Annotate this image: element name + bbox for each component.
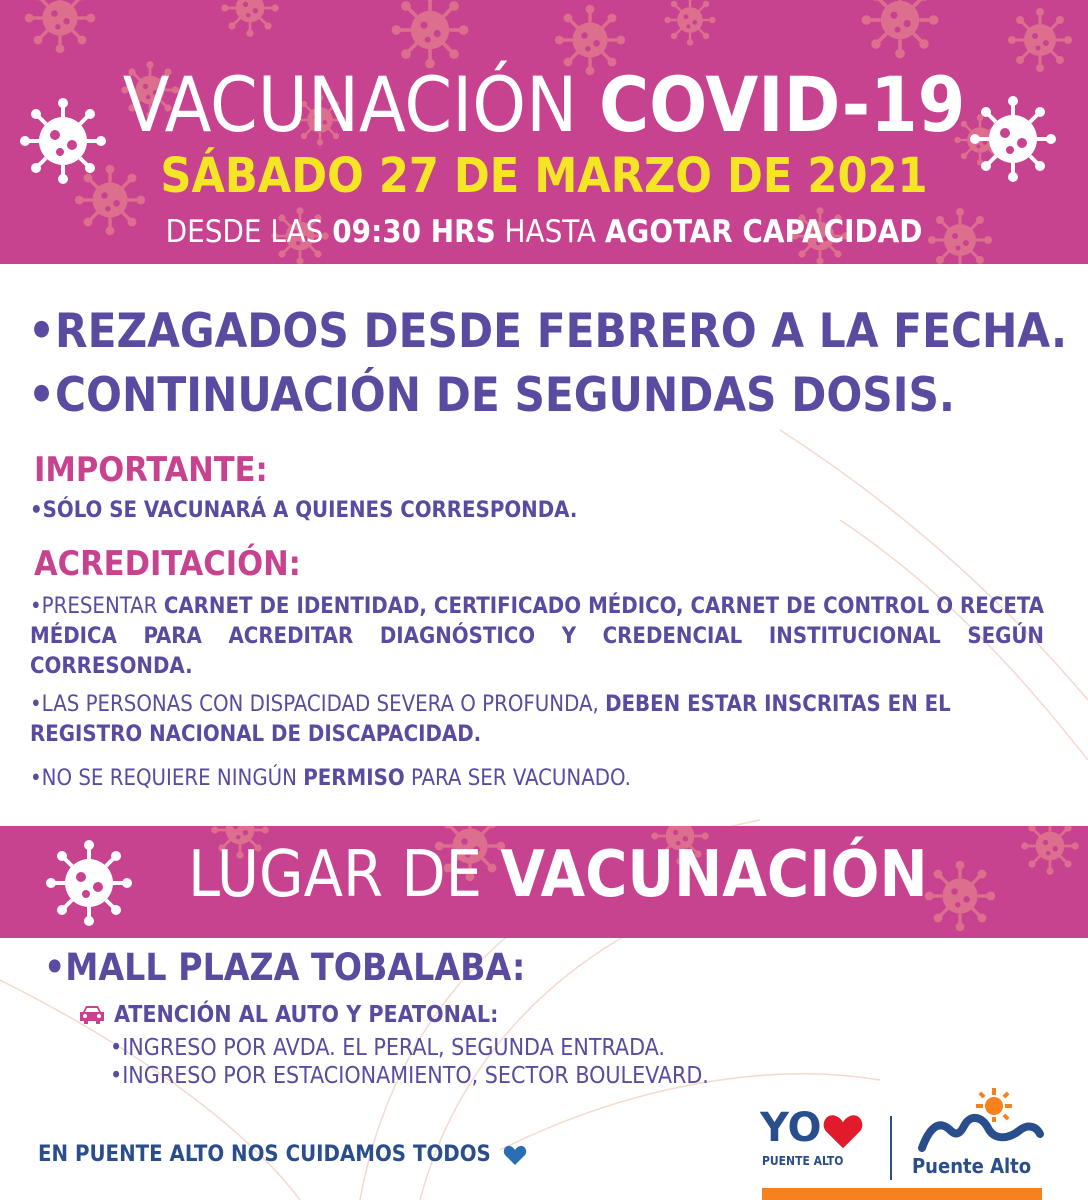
main-bullet-segundas-dosis: •CONTINUACIÓN DE SEGUNDAS DOSIS.	[28, 368, 955, 423]
title-part2: COVID-19	[598, 60, 966, 149]
yo-logo-subtitle: PUENTE ALTO	[762, 1154, 844, 1168]
slogan-text: EN PUENTE ALTO NOS CUIDAMOS TODOS	[38, 1142, 491, 1167]
item3-prefix: •NO SE REQUIERE NINGÚN	[30, 766, 297, 791]
item1-prefix: •PRESENTAR	[30, 594, 158, 619]
car-icon	[78, 1004, 106, 1026]
footer-logos	[756, 1086, 1056, 1186]
mountain-wave-icon	[922, 1118, 1040, 1148]
puente-alto-emblem	[916, 1086, 1046, 1156]
heart-icon	[822, 1112, 864, 1150]
page-title	[0, 62, 1088, 148]
time-value: 09:30 HRS	[332, 214, 496, 250]
acreditacion-item-documents	[30, 592, 1044, 682]
header-banner	[0, 0, 1088, 264]
event-date: SÁBADO 27 DE MARZO DE 2021	[160, 148, 928, 204]
lugar-title-part1: LUGAR DE	[188, 838, 483, 912]
entry-item: •INGRESO POR ESTACIONAMIENTO, SECTOR BOULEVARD.	[110, 1063, 709, 1089]
footer-slogan	[38, 1140, 527, 1170]
acreditacion-item-discapacidad	[30, 690, 1044, 750]
item3-bold: PERMISO	[303, 766, 405, 791]
time-end: AGOTAR CAPACIDAD	[604, 214, 923, 250]
yo-logo-text: YO	[760, 1105, 822, 1151]
lugar-title-part2: VACUNACIÓN	[500, 838, 928, 912]
lugar-title	[188, 838, 928, 912]
footer-orange-bar	[762, 1188, 1042, 1200]
main-bullet-rezagados: •REZAGADOS DESDE FEBRERO A LA FECHA.	[28, 304, 1068, 359]
time-prefix: DESDE LAS	[165, 214, 324, 250]
yo-puente-alto-logo	[760, 1106, 822, 1150]
time-middle: HASTA	[504, 214, 596, 250]
logo-divider	[890, 1116, 892, 1180]
municipality-name: Puente Alto	[912, 1154, 1032, 1178]
entry-item: •INGRESO POR AVDA. EL PERAL, SEGUNDA ENTRADA.	[110, 1035, 665, 1061]
item2-prefix: •LAS PERSONAS CON DISPACIDAD SEVERA O PROFUNDA,	[30, 692, 599, 717]
attention-mode	[78, 1000, 498, 1030]
virus-icon	[44, 838, 134, 928]
title-part1: VACUNACIÓN	[122, 60, 578, 149]
importante-heading: IMPORTANTE:	[34, 450, 268, 490]
item2-bold: DEBEN ESTAR INSCRITAS EN EL REGISTRO NACIONAL DE DISCAPACIDAD.	[30, 692, 951, 747]
event-time	[0, 212, 1088, 252]
item1-bold: CARNET DE IDENTIDAD, CERTIFICADO MÉDICO, CARNET DE CONTROL O RECETA MÉDICA PARA ACREDITAR DIAGNÓSTICO Y CREDENCIAL INSTITUCIONAL SEGÚN CORRESONDA.	[30, 594, 1044, 679]
vaccination-place: •MALL PLAZA TOBALABA:	[44, 946, 526, 989]
attention-label: ATENCIÓN AL AUTO Y PEATONAL:	[114, 1002, 499, 1028]
item3-suffix: PARA SER VACUNADO.	[410, 766, 631, 791]
acreditacion-item-permiso	[30, 764, 1042, 794]
importante-item: •SÓLO SE VACUNARÁ A QUIENES CORRESPONDA.	[30, 498, 578, 523]
acreditacion-heading: ACREDITACIÓN:	[34, 544, 301, 584]
heart-icon	[503, 1144, 527, 1166]
